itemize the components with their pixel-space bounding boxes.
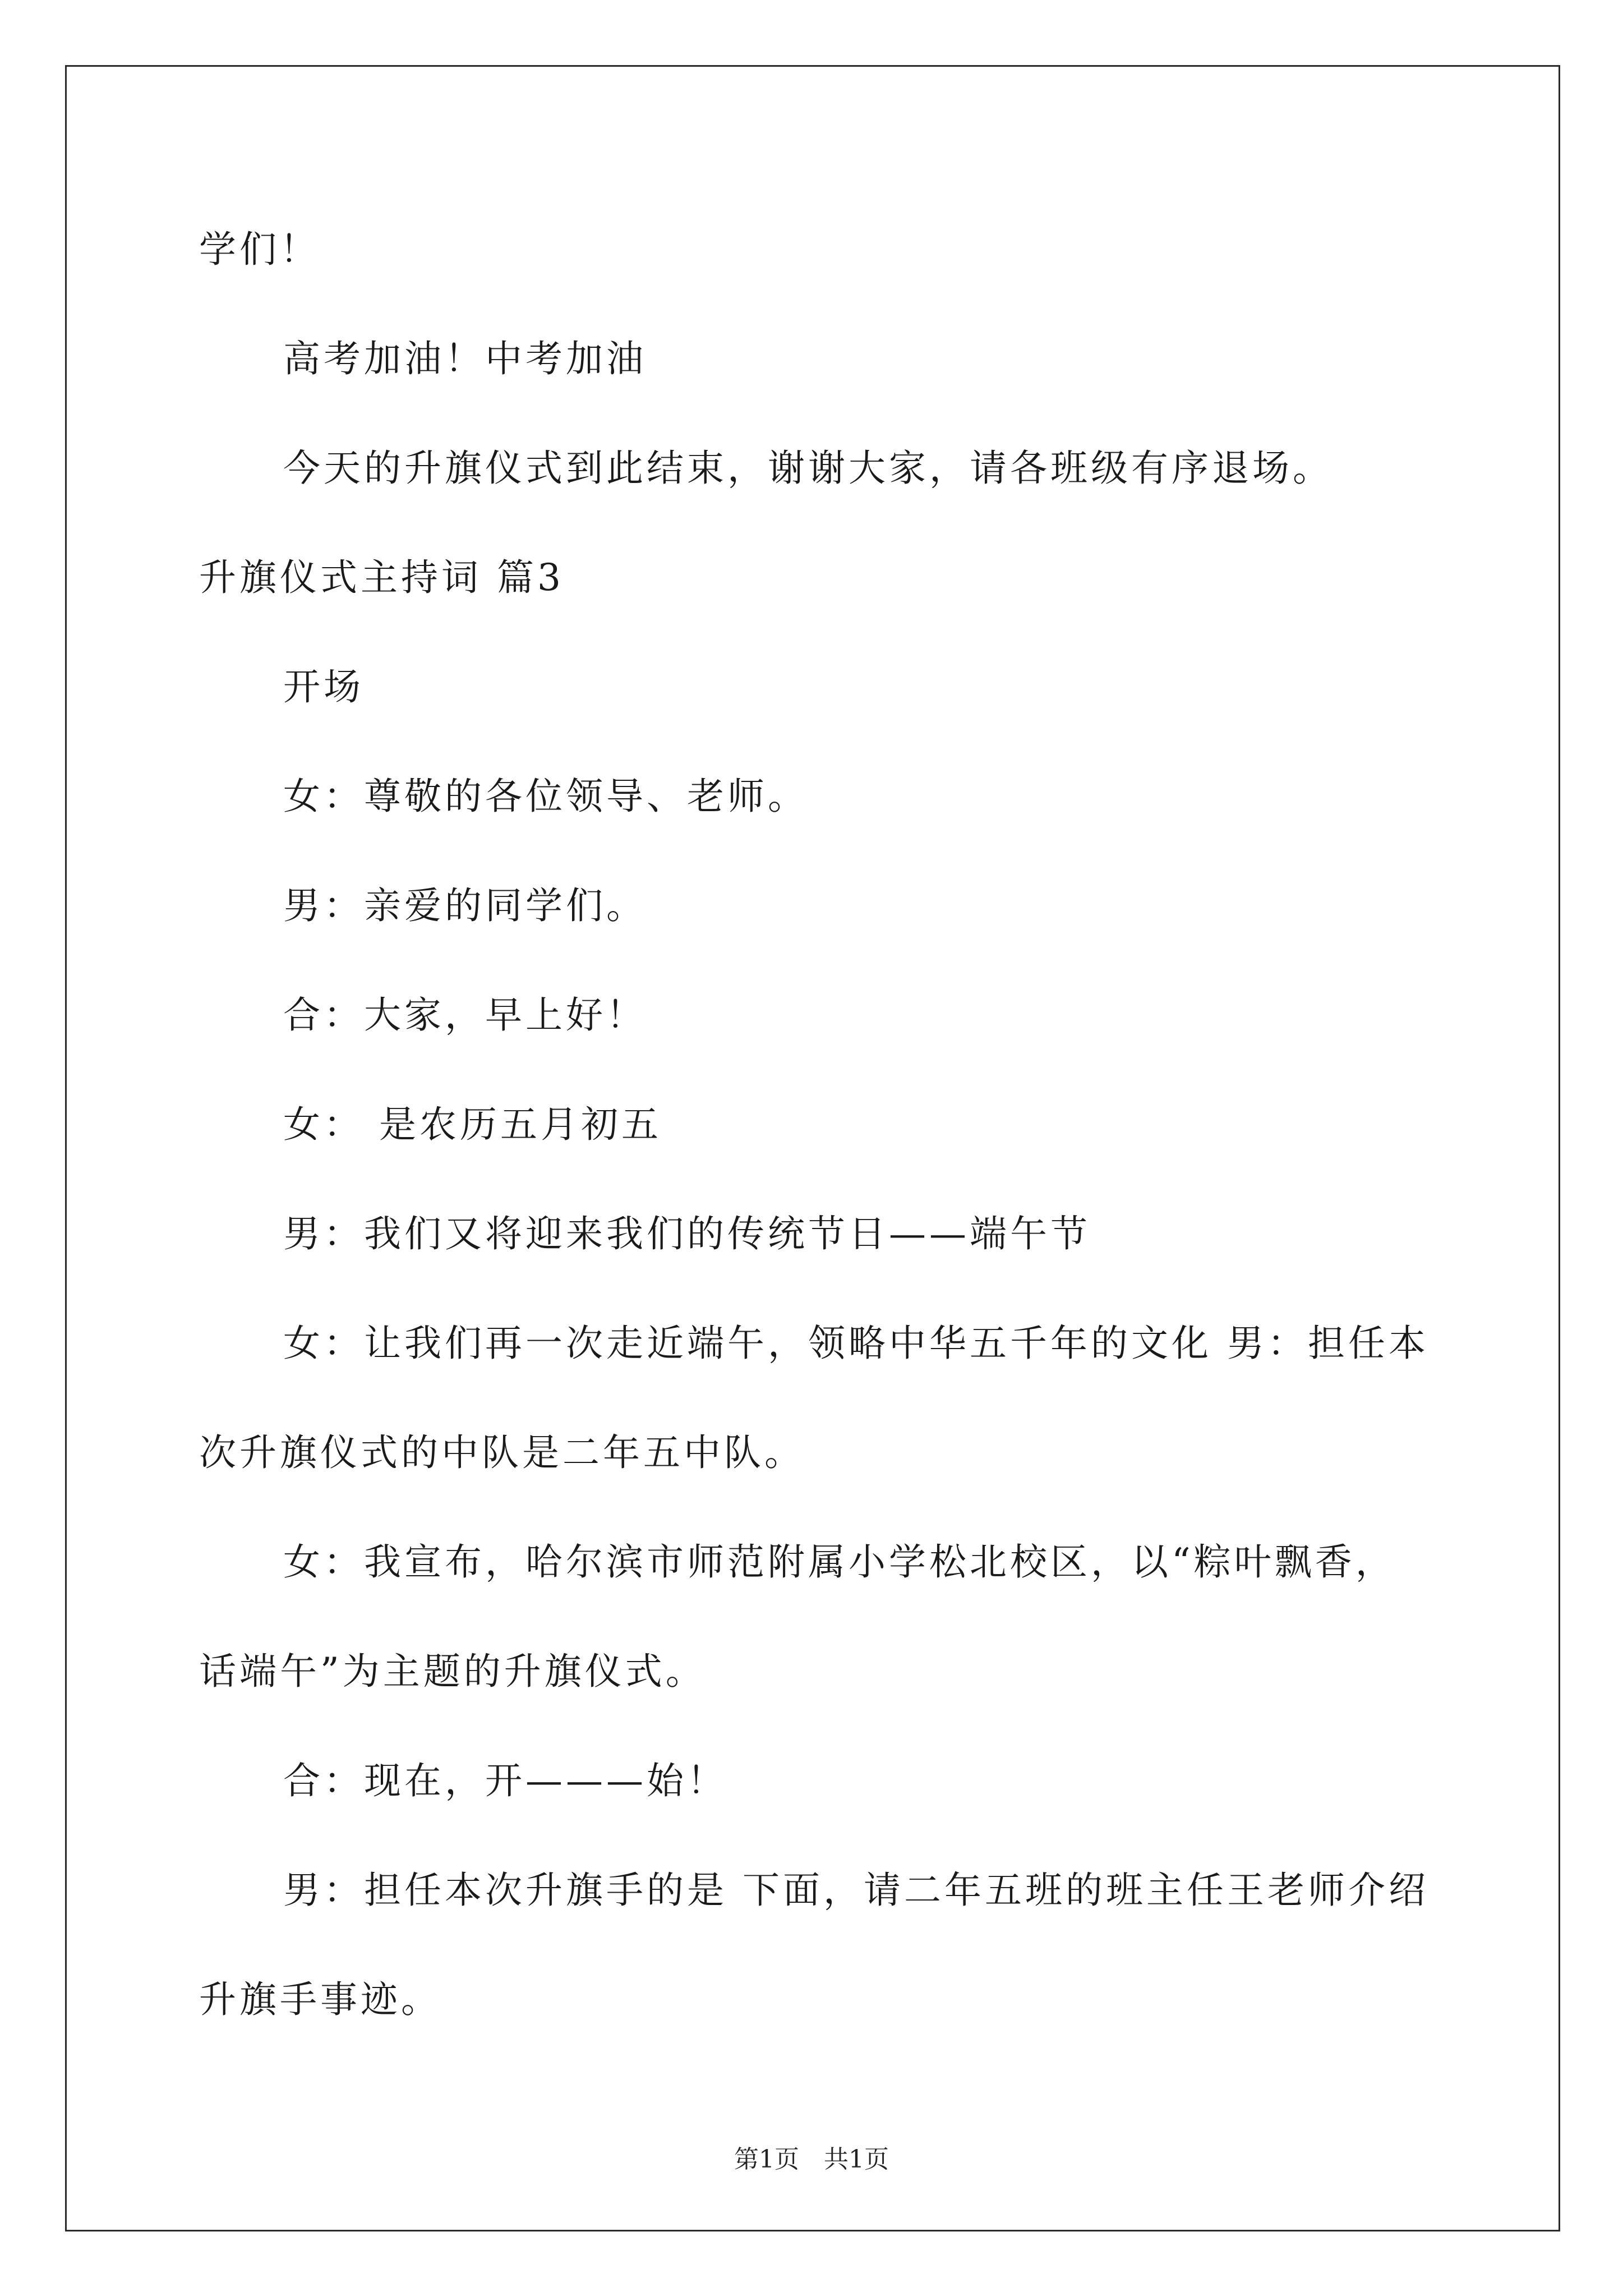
text-line: 合：现在，开———始！ — [283, 1759, 727, 1802]
text-line: 今天的升旗仪式到此结束，谢谢大家，请各班级有序退场。 — [283, 447, 1333, 490]
page-footer: 第1页 共1页 — [734, 2145, 889, 2174]
text-line: 高考加油！中考加油 — [283, 337, 647, 380]
text-line: 男：担任本次升旗手的是 下面，请二年五班的班主任王老师介绍 — [283, 1869, 1429, 1912]
text-line: 话端午”为主题的升旗仪式。 — [199, 1650, 706, 1693]
text-line: 男：亲爱的同学们。 — [283, 884, 647, 927]
text-line: 次升旗仪式的中队是二年五中队。 — [199, 1431, 805, 1474]
section-heading: 升旗仪式主持词 篇3 — [199, 556, 564, 599]
text-line: 女：我宣布，哈尔滨市师范附属小学松北校区，以“粽叶飘香， — [283, 1540, 1396, 1584]
text-line: 学们！ — [199, 228, 320, 271]
text-line: 女： 是农历五月初五 — [283, 1103, 662, 1146]
text-line: 合：大家，早上好！ — [283, 993, 647, 1037]
text-line: 升旗手事迹。 — [199, 1978, 441, 2021]
text-line: 男：我们又将迎来我们的传统节日——端午节 — [283, 1212, 1091, 1255]
text-line: 开场 — [283, 665, 364, 708]
text-line: 女：尊敬的各位领导、老师。 — [283, 775, 808, 818]
text-line: 女：让我们再一次走近端午，领略中华五千年的文化 男：担任本 — [283, 1322, 1429, 1365]
